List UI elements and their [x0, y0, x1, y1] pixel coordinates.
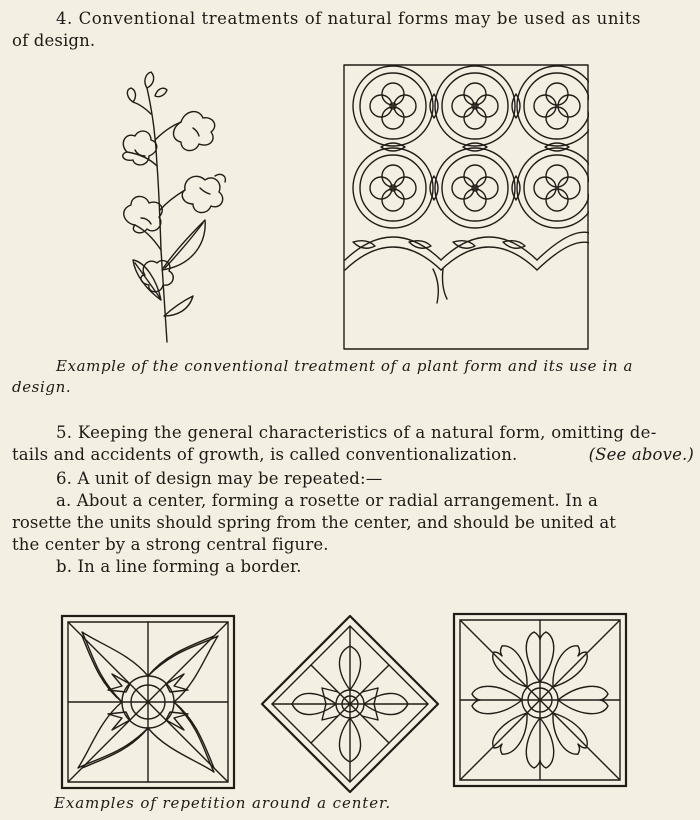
diamond-tile-rosette [260, 614, 440, 794]
paragraph-5-line-2-text: tails and accidents of growth, is called conventionalization. [12, 445, 518, 464]
paragraph-5-line-2 [12, 444, 694, 466]
paragraph-4-line-1: 4. Conventional treatments of natural forms may be used as units [56, 9, 642, 28]
paragraph-6a-line-3: the center by a strong central figure. [12, 535, 329, 554]
plant-sprig-illustration [105, 70, 235, 345]
caption-1-line-2: design. [12, 378, 72, 396]
paragraph-4-line-2: of design. [12, 31, 96, 50]
paragraph-4 [12, 8, 694, 52]
caption-2: Examples of repetition around a center. [54, 794, 392, 812]
paragraph-6b-line-1: b. In a line forming a border. [56, 557, 302, 576]
paragraph-6-heading: 6. A unit of design may be repeated:— [56, 469, 383, 488]
paragraphs-5-6 [12, 422, 694, 578]
square-tile-heart-petals [60, 614, 236, 790]
see-above-reference: (See above.) [588, 445, 694, 464]
square-tile-eight-petal-rosette [452, 612, 628, 788]
paragraph-5-line-1: 5. Keeping the general characteristics of a natural form, omitting de- [56, 423, 657, 442]
caption-1-line-1: Example of the conventional treatment of a plant form and its use in a [56, 357, 634, 375]
paragraph-6a-line-2: rosette the units should spring from the center, and should be united at [12, 513, 616, 532]
conventional-pattern-illustration [343, 64, 589, 350]
caption-1 [12, 356, 694, 398]
paragraph-6a-line-1: a. About a center, forming a rosette or radial arrangement. In a [56, 491, 598, 510]
